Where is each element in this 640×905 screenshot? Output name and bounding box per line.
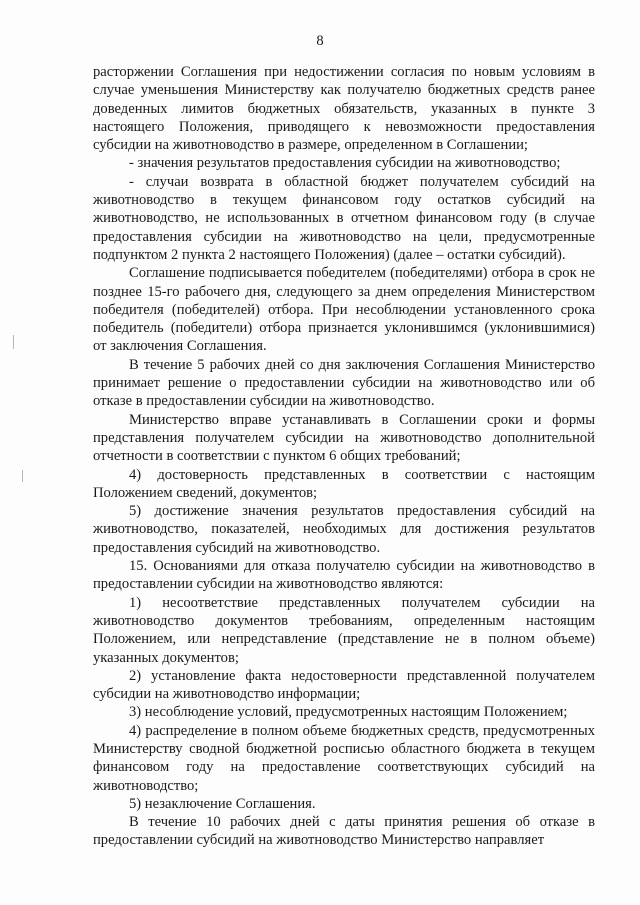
paragraph: 4) распределение в полном объеме бюджетных средств, предусмотренных Министерству сводной бюджетной росписью областного бюджета в текущем финансовом году на предоставление соответствующих субсидий на животноводство; (93, 722, 595, 794)
paragraph: 15. Основаниями для отказа получателю субсидии на животноводство в предоставлении субсидии на животноводство являются: (93, 558, 595, 593)
document-body (93, 63, 595, 850)
paragraph: 1) несоответствие представленных получателем субсидии на животноводство документов требованиям, определенным настоящим Положением, или непредставление (представление не в полном объеме) указанных документов; (93, 594, 595, 666)
scan-edge-mark (13, 335, 14, 349)
paragraph: 3) несоблюдение условий, предусмотренных настоящим Положением; (129, 704, 568, 721)
paragraph: 5) достижение значения результатов предоставления субсидий на животноводство, показателей, необходимых для достижения результатов предоставления субсидий на животноводство. (93, 503, 595, 556)
paragraph: расторжении Соглашения при недостижении согласия по новым условиям в случае уменьшения Министерству как получателю бюджетных средств ранее доведенных лимитов бюджетных обязательств, указанных в пункте 3 настоящего Положения, приводящего к невозможности предоставления субсидии на животноводство в размере, определенном в Соглашении; (93, 64, 595, 154)
paragraph: Министерство вправе устанавливать в Соглашении сроки и формы представления получателем субсидии на животноводство дополнительной отчетности в соответствии с пунктом 6 общих требований; (93, 411, 595, 465)
paragraph: - случаи возврата в областной бюджет получателем субсидий на животноводство в текущем финансовом году остатков субсидий на животноводство, не использованных в отчетном финансовом году (в случае предоставления субсидии на животноводство на цели, предусмотренные подпунктом 2 пункта 2 настоящего Положения) (далее – остатки субсидий). (93, 173, 595, 263)
page-number: 8 (316, 33, 324, 49)
scan-edge-mark (22, 470, 23, 482)
paragraph: 5) незаключение Соглашения. (129, 795, 316, 812)
paragraph: Соглашение подписывается победителем (победителями) отбора в срок не позднее 15-го рабочего дня, следующего за днем определения Министерством победителя (победителей) отбора. При несоблюдении установленного срока победитель (победители) отбора признается уклонившимся (уклонившимися) от заключения Соглашения. (93, 265, 595, 355)
paragraph: В течение 10 рабочих дней с даты принятия решения об отказе в предоставлении субсидий на животноводство Министерство направляет (93, 814, 595, 849)
paragraph: 2) установление факта недостоверности представленной получателем субсидии на животноводство информации; (93, 667, 595, 703)
paragraph: - значения результатов предоставления субсидии на животноводство; (129, 155, 561, 172)
paragraph: 4) достоверность представленных в соответствии с настоящим Положением сведений, документов; (93, 466, 595, 501)
paragraph: В течение 5 рабочих дней со дня заключения Соглашения Министерство принимает решение о предоставлении субсидии на животноводство или об отказе в предоставлении субсидии на животноводство. (93, 356, 595, 410)
